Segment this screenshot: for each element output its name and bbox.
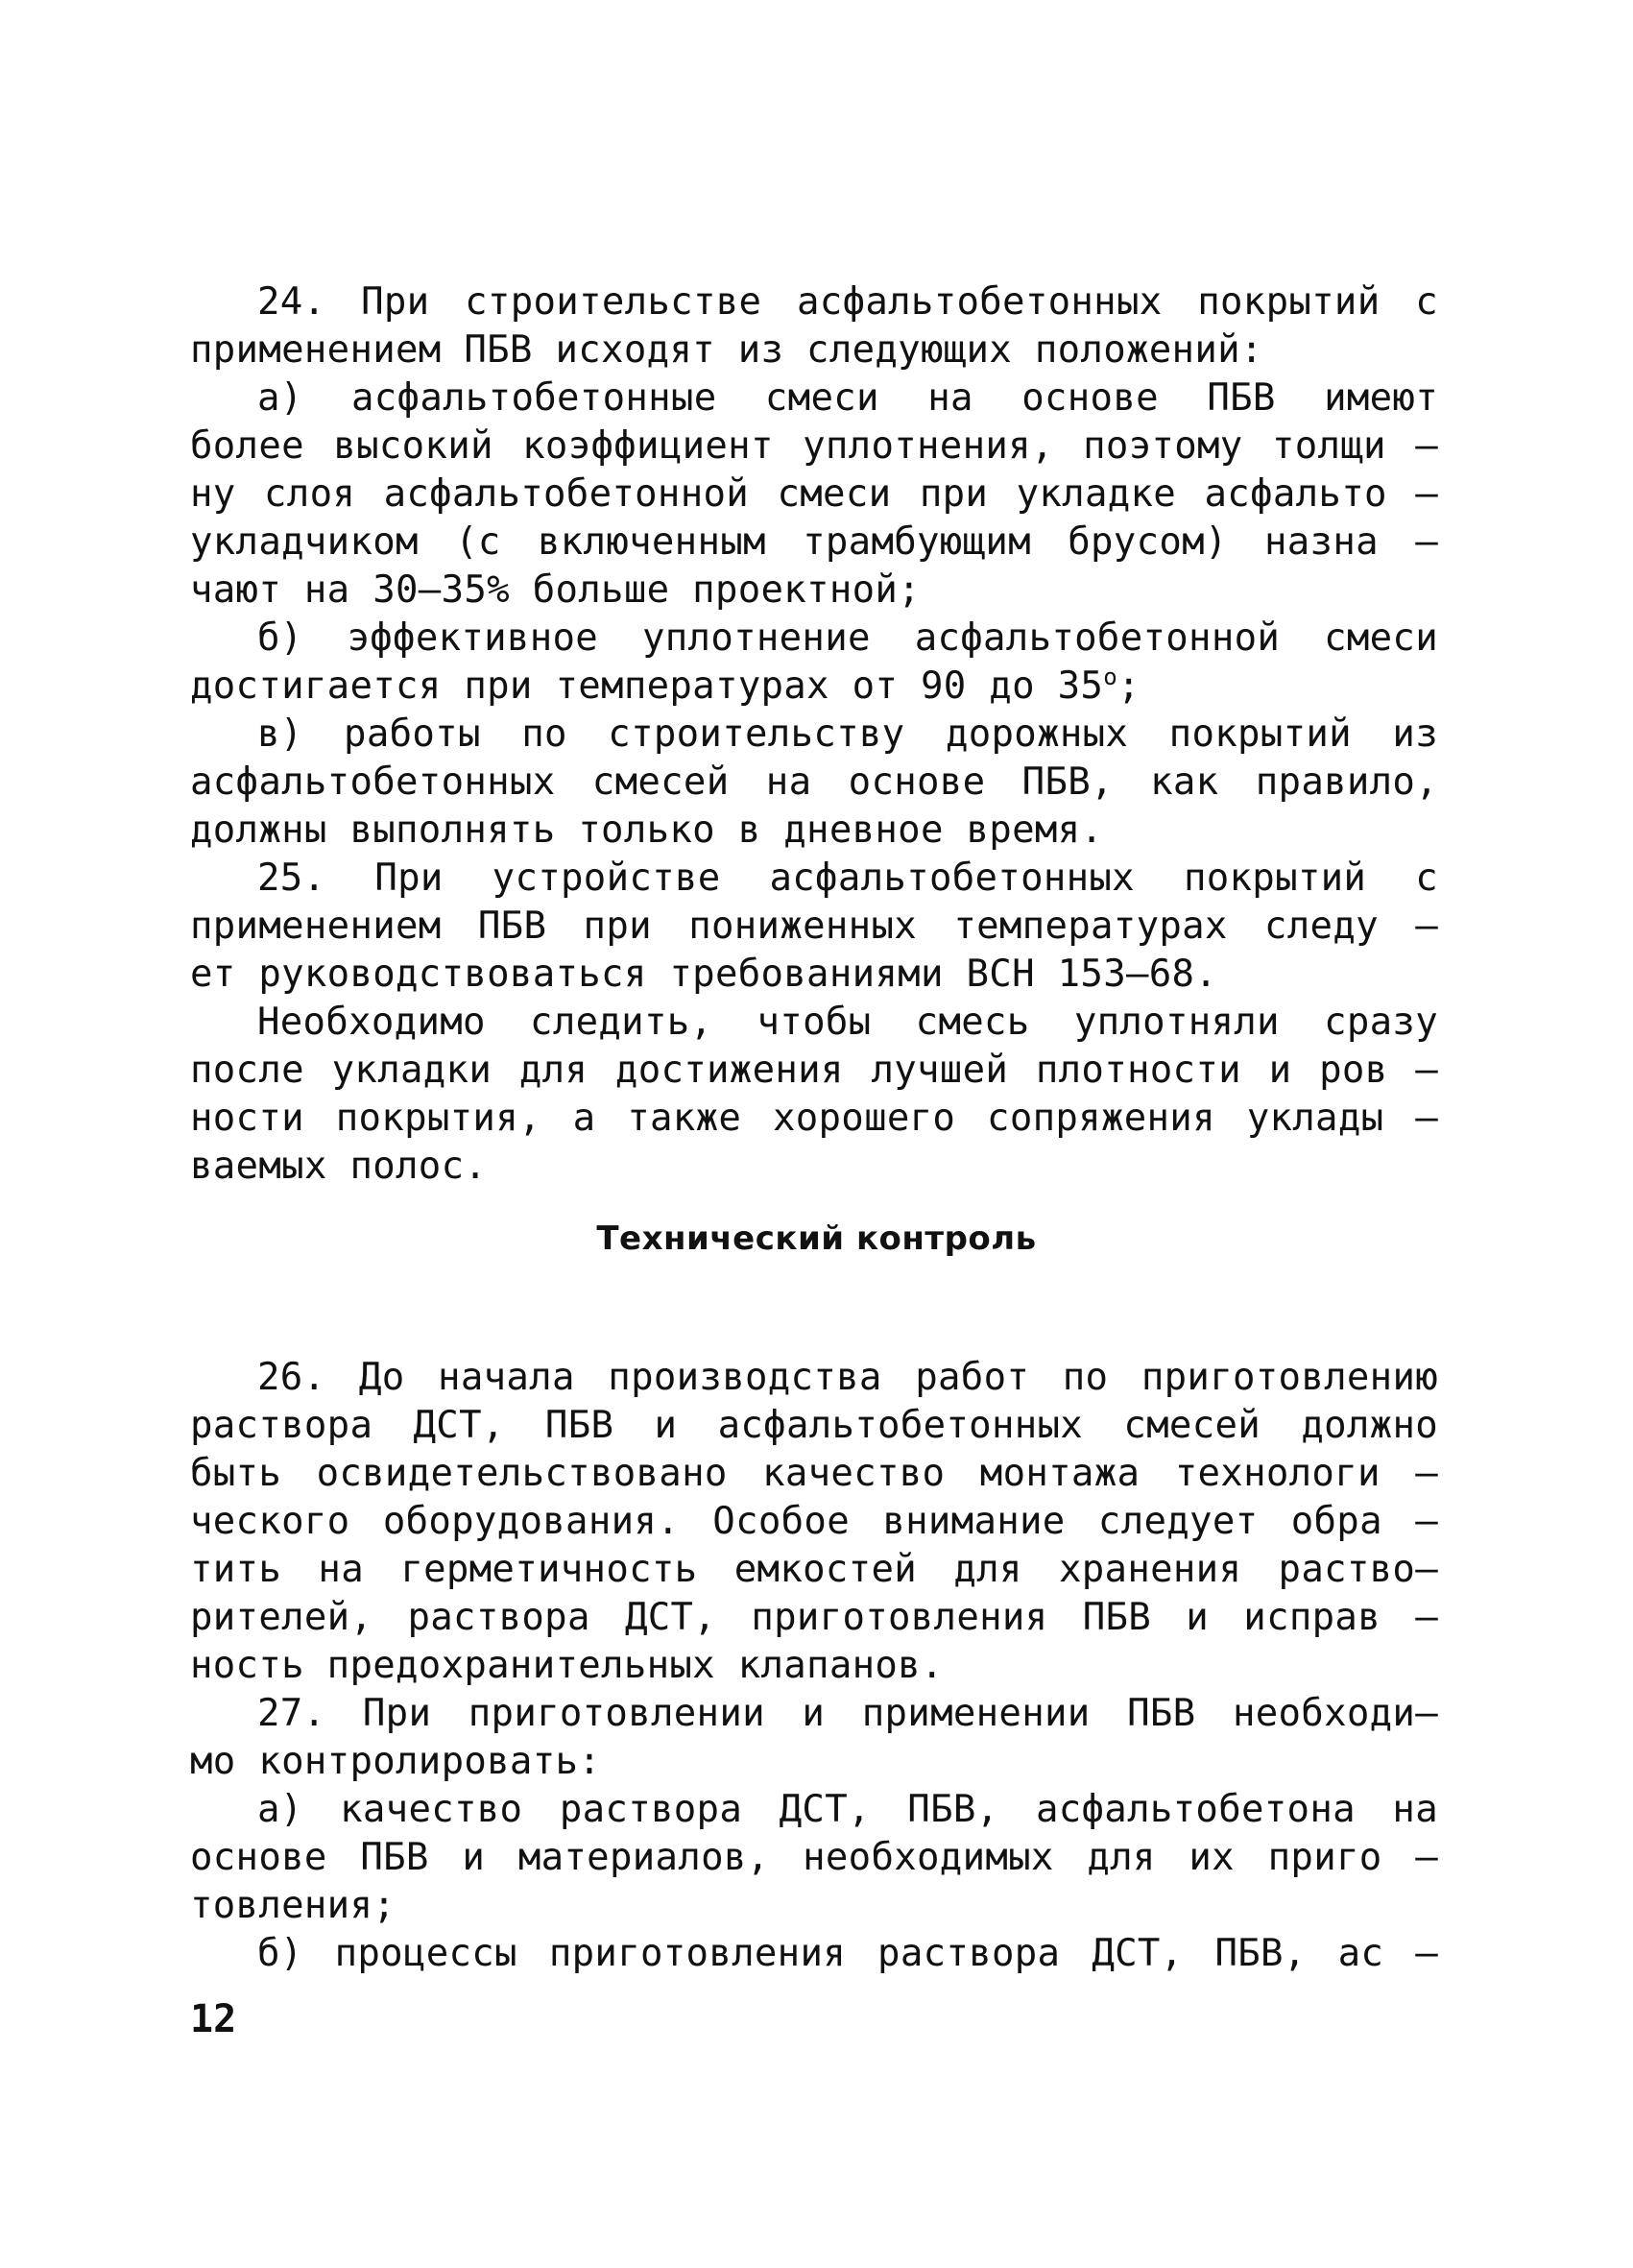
note-line-3: ности покрытия, а также хорошего сопряжения уклады – bbox=[190, 1097, 1438, 1140]
note-line-4: ваемых полос. bbox=[190, 1145, 488, 1188]
degree-sign: о bbox=[1103, 664, 1117, 690]
p24-line-2: применением ПБВ исходят из следующих положений: bbox=[190, 328, 1263, 372]
p25-line-1: 25. При устройстве асфальтобетонных покрытий с bbox=[257, 857, 1438, 900]
p26-line-4: ческого оборудования. Особое внимание следует обра – bbox=[190, 1500, 1438, 1543]
item-v-line-2: асфальтобетонных смесей на основе ПБВ, как правило, bbox=[190, 760, 1438, 804]
p26-line-2: раствора ДСТ, ПБВ и асфальтобетонных смесей должно bbox=[190, 1404, 1438, 1447]
section-heading: Технический контроль bbox=[596, 1219, 1037, 1258]
item-v-line-3: должны выполнять только в дневное время. bbox=[190, 808, 1104, 852]
note-line-1: Необходимо следить, чтобы смесь уплотняли сразу bbox=[257, 1001, 1438, 1044]
item-a2-line-2: основе ПБВ и материалов, необходимых для их приго – bbox=[190, 1836, 1438, 1879]
p26-line-6: рителей, раствора ДСТ, приготовления ПБВ и исправ – bbox=[190, 1596, 1438, 1639]
item-b-line-2-text: достигается при температурах от 90 до 35 bbox=[190, 664, 1104, 708]
item-a2-line-3: товления; bbox=[190, 1884, 396, 1927]
p25-line-3: ет руководствоваться требованиями ВСН 153–68. bbox=[190, 953, 1218, 996]
item-b-line-2 bbox=[190, 663, 1438, 711]
p26-line-1: 26. До начала производства работ по приготовлению bbox=[257, 1356, 1438, 1399]
item-v-line-1: в) работы по строительству дорожных покрытий из bbox=[257, 712, 1438, 756]
item-b-line-1: б) эффективное уплотнение асфальтобетонной смеси bbox=[257, 616, 1438, 660]
p27-line-2: мо контролировать: bbox=[190, 1740, 602, 1783]
section-1-text bbox=[190, 278, 1438, 1191]
p26-line-7: ность предохранительных клапанов. bbox=[190, 1644, 944, 1687]
section-2-text bbox=[190, 1354, 1438, 1978]
item-a2-line-1: а) качество раствора ДСТ, ПБВ, асфальтобетона на bbox=[257, 1788, 1438, 1831]
p26-line-5: тить на герметичность емкостей для хранения раство– bbox=[190, 1548, 1438, 1591]
p26-line-3: быть освидетельствовано качество монтажа технологи – bbox=[190, 1452, 1438, 1495]
note-line-2: после укладки для достижения лучшей плотности и ров – bbox=[190, 1049, 1438, 1092]
item-a-line-5: чают на 30–35% больше проектной; bbox=[190, 568, 921, 612]
item-b2-line-1: б) процессы приготовления раствора ДСТ, ПБВ, ас – bbox=[257, 1932, 1438, 1975]
p24-line-1: 24. При строительстве асфальтобетонных покрытий с bbox=[257, 280, 1438, 324]
item-a-line-3: ну слоя асфальтобетонной смеси при укладке асфальто – bbox=[190, 472, 1438, 516]
item-b-line-2-end: ; bbox=[1117, 664, 1141, 708]
p27-line-1: 27. При приготовлении и применении ПБВ необходи– bbox=[257, 1692, 1438, 1735]
item-a-line-1: а) асфальтобетонные смеси на основе ПБВ имеют bbox=[257, 376, 1438, 420]
page-number: 12 bbox=[190, 1997, 237, 2041]
p25-line-2: применением ПБВ при пониженных температурах следу – bbox=[190, 905, 1438, 948]
item-a-line-4: укладчиком (с включенным трамбующим брусом) назна – bbox=[190, 520, 1438, 564]
item-a-line-2: более высокий коэффициент уплотнения, поэтому толщи – bbox=[190, 424, 1438, 468]
